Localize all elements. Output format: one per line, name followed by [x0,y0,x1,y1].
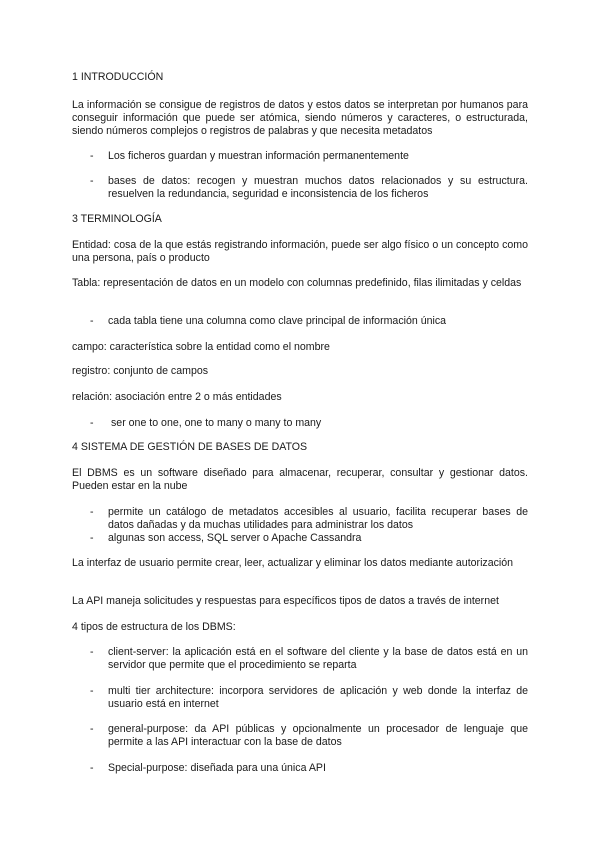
heading-sistema-gestion: 4 SISTEMA DE GESTIÓN DE BASES DE DATOS [72,441,308,453]
list-item: general-purpose: da API públicas y opcionalmente un procesador de lenguaje que permite a las API interactuar con la base de datos [108,723,528,748]
bullet-mark: - [90,506,94,518]
heading-terminologia: 3 TERMINOLOGÍA [72,213,162,225]
paragraph-relacion: relación: asociación entre 2 o más entidades [72,391,282,403]
list-item: Los ficheros guardan y muestran información permanentemente [108,150,409,162]
paragraph-registro: registro: conjunto de campos [72,365,209,377]
heading-introduccion: 1 INTRODUCCIÓN [72,71,164,83]
paragraph-entidad: Entidad: cosa de la que estás registrando información, puede ser algo físico o un concepto como una persona, país o producto [72,239,528,264]
list-item: permite un catálogo de metadatos accesibles al usuario, facilita recuperar bases de datos dañadas y da muchas utilidades para administrar los datos [108,506,528,531]
paragraph-interfaz: La interfaz de usuario permite crear, leer, actualizar y eliminar los datos mediante autorización [72,557,514,569]
list-item: algunas son access, SQL server o Apache Cassandra [108,532,362,544]
list-item: ser one to one, one to many o many to many [111,417,322,429]
paragraph-api: La API maneja solicitudes y respuestas para específicos tipos de datos a través de internet [72,595,499,607]
bullet-mark: - [90,175,94,187]
list-item: cada tabla tiene una columna como clave principal de información única [108,315,447,327]
list-item: Special-purpose: diseñada para una única API [108,762,326,774]
bullet-mark: - [90,762,94,774]
bullet-mark: - [90,150,94,162]
paragraph-tipos: 4 tipos de estructura de los DBMS: [72,621,236,633]
paragraph-dbms: El DBMS es un software diseñado para almacenar, recuperar, consultar y gestionar datos. Pueden estar en la nube [72,467,528,492]
paragraph-campo: campo: característica sobre la entidad como el nombre [72,341,330,353]
bullet-mark: - [90,723,94,735]
bullet-mark: - [90,685,94,697]
bullet-mark: - [90,315,94,327]
list-item: multi tier architecture: incorpora servidores de aplicación y web donde la interfaz de usuario está en internet [108,685,528,710]
bullet-mark: - [90,646,94,658]
bullet-mark: - [90,417,94,429]
list-item: client-server: la aplicación está en el software del cliente y la base de datos está en un servidor que permite que el procedimiento se reparta [108,646,528,671]
paragraph-intro: La información se consigue de registros de datos y estos datos se interpretan por humanos para conseguir información que puede ser atómica, siendo números y caracteres, o estructurada, siendo números complejos o registros de palabras y que necesita metadatos [72,99,528,137]
list-item: bases de datos: recogen y muestran muchos datos relacionados y su estructura. resuelven la redundancia, seguridad e inconsistencia de los ficheros [108,175,528,200]
bullet-mark: - [90,532,94,544]
paragraph-tabla: Tabla: representación de datos en un modelo con columnas predefinido, filas ilimitadas y celdas [72,277,522,289]
